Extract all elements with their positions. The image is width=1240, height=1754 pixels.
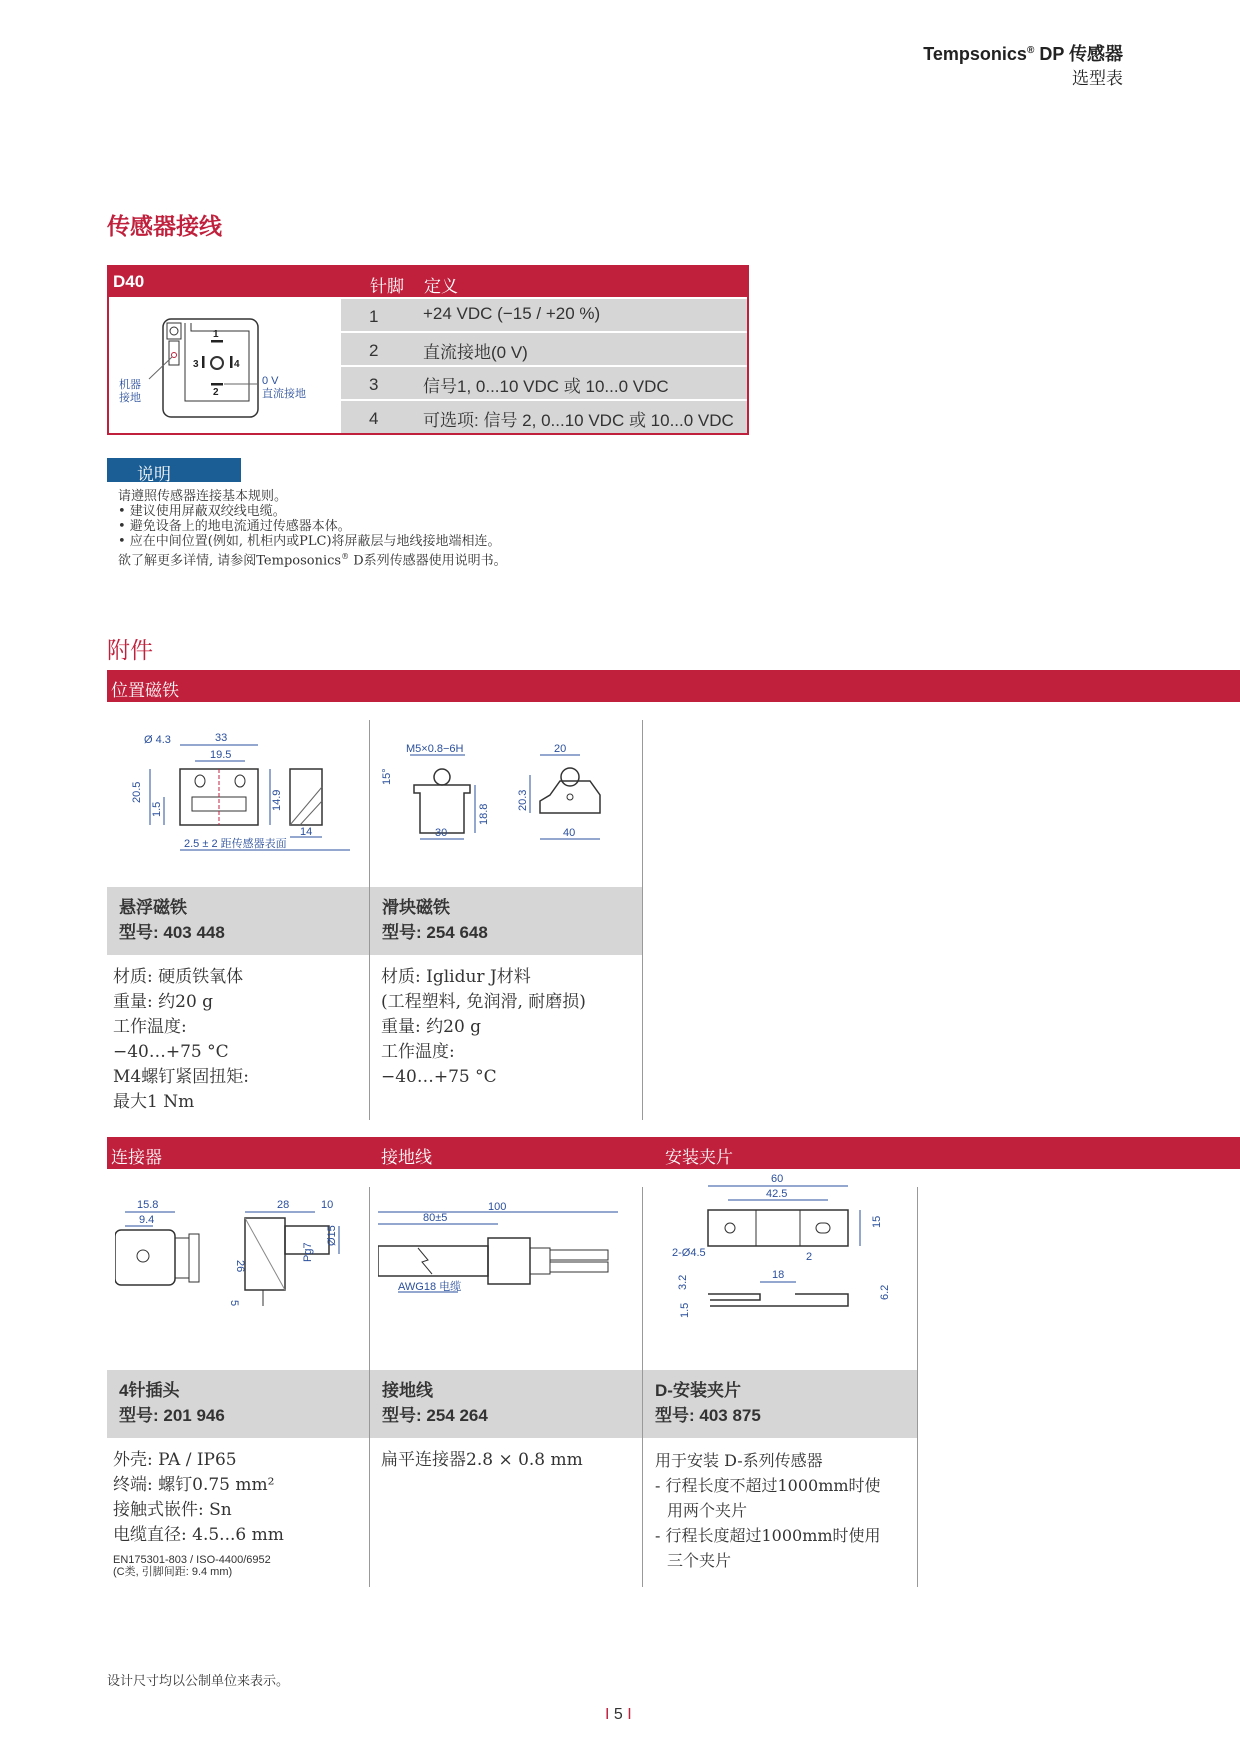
dim-label: 60: [771, 1173, 784, 1185]
product-name: D-安装夹片: [655, 1381, 741, 1400]
spec-line: 最大1 Nm: [113, 1092, 195, 1112]
dim-label: 2-Ø4.5: [672, 1247, 706, 1259]
product-name: 悬浮磁铁: [119, 898, 187, 917]
label-line: 机器: [119, 379, 141, 391]
product-title: [382, 1378, 488, 1428]
dim-label: 9.4: [139, 1214, 155, 1226]
note-line: • 避免设备上的地电流通过传感器本体。: [118, 519, 351, 534]
spec-line: 终端: 螺钉0.75 mm²: [113, 1475, 275, 1495]
pin-column-header: 针脚: [370, 277, 404, 296]
page-bar-left: I: [605, 1706, 610, 1723]
slider-magnet-drawing: [380, 735, 630, 850]
spec-line: 电缆直径: 4.5...6 mm: [113, 1525, 284, 1545]
column-divider: [917, 1187, 918, 1587]
connector-plug-drawing: [115, 1190, 365, 1315]
product-name: 滑块磁铁: [382, 898, 450, 917]
slider-magnet-specs: [381, 965, 586, 1090]
part-prefix: 型号:: [655, 1406, 700, 1425]
part-prefix: 型号:: [382, 923, 427, 942]
spec-line: −40…+75 °C: [381, 1067, 497, 1087]
pin-definition: 直流接地(0 V): [423, 343, 528, 362]
doc-header-title: [923, 40, 1123, 66]
product-title: [119, 1378, 225, 1428]
table-row: [341, 299, 747, 331]
dim-label: 5: [228, 1300, 240, 1307]
ground-wire-title-box: [370, 1370, 642, 1438]
page-number: [605, 1706, 632, 1724]
dim-label: Pg7: [302, 1242, 314, 1262]
mounting-clip-title-box: [643, 1370, 917, 1438]
part-number: [382, 1403, 488, 1428]
note-text: 欲了解更多详情, 请参阅Temposonics: [118, 553, 342, 569]
bar-label-mounting-clip: 安装夹片: [665, 1148, 733, 1167]
dim-label: 1.5: [151, 801, 163, 817]
wiring-section-title: 传感器接线: [107, 213, 222, 239]
header-product: DP 传感器: [1034, 44, 1123, 64]
dim-label: 18: [772, 1269, 785, 1281]
label-line: 0 V: [262, 375, 279, 387]
dim-label: 1.5: [679, 1302, 691, 1318]
spec-line: 材质: Iglidur J材料: [381, 967, 531, 987]
note-line: • 应在中间位置(例如, 机柜内或PLC)将屏蔽层与地线接地端相连。: [118, 534, 501, 549]
label-line: 接地: [119, 392, 141, 404]
dim-label: 33: [215, 732, 228, 744]
pin-definition: +24 VDC (−15 / +20 %): [423, 304, 601, 323]
pin-number: 4: [369, 409, 379, 428]
footer-units-note: 设计尺寸均以公制单位来表示。: [107, 1674, 290, 1689]
dim-label: 15: [871, 1215, 883, 1228]
doc-header-subtitle: 选型表: [1072, 69, 1123, 88]
pin-definition: 可选项: 信号 2, 0...10 VDC 或 10...0 VDC: [423, 411, 734, 430]
part-no: 403 875: [699, 1406, 761, 1425]
d40-pin-table: [107, 265, 749, 435]
d40-table-header: [109, 267, 747, 297]
dim-label: 100: [488, 1201, 507, 1213]
definition-column-header: 定义: [424, 277, 458, 296]
notes-body: [118, 489, 507, 568]
part-no: 254 264: [426, 1406, 488, 1425]
connector-label: D40: [113, 272, 145, 291]
ground-wire-drawing: [378, 1200, 638, 1300]
fine-line: (C类, 引脚间距: 9.4 mm): [113, 1566, 233, 1578]
dim-label: 30: [435, 827, 448, 839]
svg-text:1: 1: [213, 329, 219, 340]
floating-magnet-drawing: [120, 725, 350, 860]
dim-label: AWG18 电缆: [398, 1281, 462, 1293]
connectors-bar: [107, 1137, 1240, 1169]
fine-line: EN175301-803 / ISO-4400/6952: [113, 1554, 271, 1566]
dim-label: 20.3: [517, 789, 529, 811]
note-line: 请遵照传感器连接基本规则。: [118, 489, 288, 504]
pin-definition: 信号1, 0...10 VDC 或 10...0 VDC: [423, 377, 669, 396]
spec-line: 重量: 约20 g: [381, 1017, 482, 1037]
notes-header: [107, 458, 241, 482]
column-divider: [642, 720, 643, 1120]
note-line: [118, 549, 507, 568]
spec-line: 扁平连接器2.8 × 0.8 mm: [381, 1450, 583, 1470]
mounting-clip-specs: [655, 1448, 881, 1573]
dim-label: M5×0.8−6H: [406, 743, 464, 755]
connector-face-icon: [109, 297, 341, 433]
note-line: • 建议使用屏蔽双绞线电缆。: [118, 504, 286, 519]
dim-label: Ø15: [326, 1225, 338, 1246]
plug-standard-note: [113, 1554, 271, 1578]
dim-label: 3.2: [677, 1274, 689, 1290]
dc-ground-label: [262, 375, 306, 401]
brand-name: Tempsonics: [923, 44, 1027, 64]
dim-label: 10: [321, 1199, 334, 1211]
part-number: [119, 1403, 225, 1428]
spec-line: 三个夹片: [667, 1551, 732, 1570]
floating-magnet-specs: [113, 965, 249, 1115]
dim-label: 26: [234, 1260, 246, 1273]
part-prefix: 型号:: [119, 923, 164, 942]
page-number-value: 5: [613, 1706, 623, 1723]
part-no: 254 648: [426, 923, 488, 942]
table-row: [341, 367, 747, 399]
dim-label: 2: [806, 1251, 813, 1263]
mounting-clip-drawing: [660, 1170, 910, 1320]
svg-text:2: 2: [213, 387, 219, 398]
d40-connector-diagram: [109, 297, 341, 433]
dim-label: 18.8: [478, 803, 490, 825]
part-no: 403 448: [163, 923, 225, 942]
bar-label-connector: 连接器: [111, 1148, 162, 1167]
plug-title-box: [107, 1370, 369, 1438]
note-text: D系列传感器使用说明书。: [349, 553, 507, 569]
dim-label: 80±5: [423, 1212, 448, 1224]
pin-number: 1: [369, 307, 379, 326]
label-line: 直流接地: [262, 388, 306, 400]
dim-label: Ø 4.3: [144, 734, 171, 746]
registered-mark: ®: [1026, 45, 1035, 56]
svg-text:4: 4: [234, 359, 240, 370]
spec-line: −40…+75 °C: [113, 1042, 229, 1062]
svg-text:3: 3: [193, 359, 199, 370]
dim-label: 40: [563, 827, 576, 839]
dim-label: 15°: [381, 768, 393, 785]
product-title: [382, 895, 488, 945]
spec-line: 接触式嵌件: Sn: [113, 1500, 232, 1520]
registered-mark: ®: [341, 552, 350, 561]
dim-label: 20.5: [131, 781, 143, 803]
part-no: 201 946: [163, 1406, 225, 1425]
part-number: [382, 920, 488, 945]
spec-line: - 行程长度超过1000mm时使用: [655, 1526, 881, 1545]
pin-number: 2: [369, 341, 379, 360]
part-number: [119, 920, 225, 945]
bar-label: 位置磁铁: [111, 681, 179, 700]
accessories-section-title: 附件: [107, 637, 153, 663]
dim-label: 14: [300, 826, 313, 838]
table-row: [341, 401, 747, 433]
slider-magnet-title-box: [370, 887, 642, 955]
machine-ground-label: [119, 379, 141, 405]
product-name: 4针插头: [119, 1381, 180, 1400]
dim-label: 2.5 ± 2 距传感器表面: [184, 838, 287, 850]
dim-label: 6.2: [879, 1284, 891, 1300]
spec-line: (工程塑料, 免润滑, 耐磨损): [381, 992, 586, 1012]
floating-magnet-title-box: [107, 887, 369, 955]
spec-line: M4螺钉紧固扭矩:: [113, 1067, 249, 1087]
position-magnets-bar: [107, 670, 1240, 702]
notes-title: 说明: [137, 465, 171, 484]
spec-line: 工作温度:: [113, 1017, 187, 1037]
spec-line: - 行程长度不超过1000mm时使: [655, 1476, 881, 1495]
spec-line: 用于安装 D-系列传感器: [655, 1451, 823, 1470]
ground-wire-specs: [381, 1448, 583, 1473]
dim-label: 42.5: [766, 1188, 788, 1200]
table-row: [341, 333, 747, 365]
spec-line: 材质: 硬质铁氧体: [113, 967, 244, 987]
bar-label-ground-wire: 接地线: [381, 1148, 432, 1167]
product-name: 接地线: [382, 1381, 433, 1400]
spec-line: 外壳: PA / IP65: [113, 1450, 237, 1470]
part-prefix: 型号:: [119, 1406, 164, 1425]
spec-line: 工作温度:: [381, 1042, 455, 1062]
dim-label: 20: [554, 743, 567, 755]
page-bar-right: I: [627, 1706, 632, 1723]
dim-label: 14.9: [271, 789, 283, 811]
part-number: [655, 1403, 761, 1428]
product-title: [655, 1378, 761, 1428]
dim-label: 15.8: [137, 1199, 159, 1211]
spec-line: 用两个夹片: [667, 1501, 748, 1520]
spec-line: 重量: 约20 g: [113, 992, 214, 1012]
dim-label: 19.5: [210, 749, 232, 761]
product-title: [119, 895, 225, 945]
part-prefix: 型号:: [382, 1406, 427, 1425]
dim-label: 28: [277, 1199, 290, 1211]
plug-specs: [113, 1448, 284, 1548]
pin-number: 3: [369, 375, 379, 394]
